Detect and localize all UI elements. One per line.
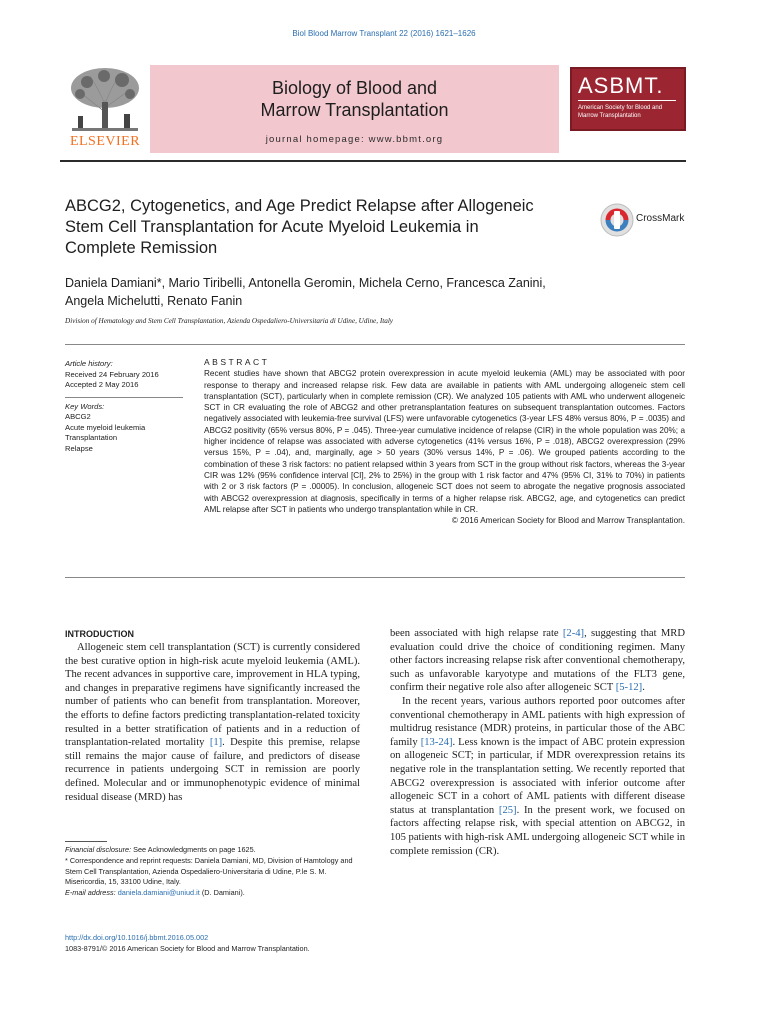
footnote-divider <box>65 841 107 842</box>
body-column-right <box>390 627 685 858</box>
abstract <box>204 357 685 526</box>
paragraph-text: In the recent years, various authors reported poor outcomes after conventional chemotherapy in AML patients with high expression of multidrug resistance (MDR) proteins, in particular those of the ABC family <box>390 695 685 748</box>
article-history-label: Article history: <box>65 359 113 368</box>
authors-line1: Daniela Damiani*, Mario Tiribelli, Antonella Geromin, Michela Cerno, Francesca Zanini, <box>65 276 546 290</box>
paragraph-text: . Less known is the impact of ABC protein expression on allogeneic SCT; in particular, if MDR overexpression retains its negative role in the transplantation setting. We recently reported that ABCG2 overexpression is associated with inferior outcome after allogeneic SCT in a cohort of AML patients with different disease status at transplantation <box>390 736 685 816</box>
paragraph-text: . <box>642 682 645 694</box>
abstract-divider <box>65 577 685 578</box>
received-date: Received 24 February 2016 <box>65 369 159 379</box>
paragraph-text: , suggesting that MRD evaluation could drive the choice of conditioning regimen. Many other factors increasing relapse risk after conventional chemotherapy, such as unfavorable karyotype and mutations of the FLT3 gene, confirm their negative role also after allogeneic SCT <box>390 628 685 694</box>
financial-disclosure <box>65 845 365 856</box>
crossmark-icon[interactable] <box>600 203 634 237</box>
keyword: Acute myeloid leukemia <box>65 422 146 432</box>
disclosure-text: See Acknowledgments on page 1625. <box>131 845 256 854</box>
body-column-left <box>65 627 360 804</box>
keyword: Transplantation <box>65 433 118 442</box>
asbmt-logo-rule <box>578 100 676 101</box>
authors-line2: Angela Michelutti, Renato Fanin <box>65 294 243 308</box>
reference-link[interactable]: [2-4] <box>562 628 585 639</box>
abstract-copyright: © 2016 American Society for Blood and Marrow Transplantation. <box>451 516 685 526</box>
elsevier-wordmark: ELSEVIER <box>69 134 141 149</box>
journal-title <box>150 77 559 121</box>
sidebar-divider <box>65 397 183 398</box>
affiliation-divider <box>65 344 685 345</box>
journal-title-line2: Marrow Transplantation <box>260 100 449 120</box>
article-title-line3: Complete Remission <box>65 239 218 257</box>
paragraph-text: been associated with high relapse rate <box>390 628 563 639</box>
reference-link[interactable]: [13-24] <box>420 736 453 748</box>
issn-copyright: 1083-8791/© 2016 American Society for Blood and Marrow Transplantation. <box>65 944 310 953</box>
journal-homepage-link[interactable]: journal homepage: www.bbmt.org <box>265 134 444 145</box>
footnotes <box>65 845 365 899</box>
reference-link[interactable]: [25] <box>498 804 517 816</box>
correspondence-note: * Correspondence and reprint requests: Daniela Damiani, MD, Division of Hamtology and Stem Cell Transplantation, Azienda Ospedaliero-Universitaria di Udine, P.le S. M. Misericordia, 15, 33100 Udine, Italy. <box>65 855 353 887</box>
paragraph-text: Allogeneic stem cell transplantation (SCT) is currently considered the best curative option in high-risk acute myeloid leukemia (AML). The recent advances in supportive care, improvement in HLA typing, and changes in preparative regimens have significantly increased the number of patients who can benefit from transplantation. Moreover, the efforts to define factors predicting transplantation-related toxicity resulted in a better stratification of patients and in a reduction of transplantation-related mortality <box>65 642 360 749</box>
email-suffix: (D. Damiani). <box>199 888 245 898</box>
crossmark-label[interactable]: CrossMark <box>636 213 685 224</box>
keyword: Relapse <box>65 443 93 453</box>
reference-link[interactable]: [5-12] <box>615 682 643 694</box>
asbmt-logo-subtitle: American Society for Blood and Marrow Transplantation <box>578 105 663 119</box>
abstract-text: Recent studies have shown that ABCG2 protein overexpression in acute myeloid leukemia (AML) may be associated with poor response to therapy and increased relapse risk. Few data are available in patients with AML undergoing allogeneic stem cell transplantation (SCT), particularly when in complete remission (CR). We analyzed 105 patients with AML who underwent allogeneic SCT in CR evaluating the role of ABCG2 and other pretransplantation features on subsequent transplantation outcomes. Factors negatively associated with leukemia-free survival (LFS) were unfavorable cytogenetics (3-year LFS 48% versus 80%, P = .0035) and ABCG2 positivity (65% versus 80%, P = .045). Three-year cumulative incidence of relapse (CIR) in the whole population was 20%; a higher incidence of relapse was associated with adverse cytogenetics (41% versus 16%, P = .018), ABCG2 overexpression (29% versus 15%, P = .04), and, marginally, age > 50 years (30% versus 14%, P = .06). We grouped patients according to the combination of these 3 risk factors: no patient relapsed within 3 years from SCT in the group without risk factors, whereas the 3-year CIR was 12% (95% confidence interval [CI], 2% to 25%) in the group with 1 risk factor and 47% (95% CI, 31% to 70%) in patients with 2 or 3 risk factors (P = .00005). In conclusion, allogeneic SCT does not seem to abrogate the negative prognosis associated with ABCG2 overexpression at diagnosis, specifically in terms of a higher relapse risk. ABCG2, age, and cytogenetics can predict AML relapse after SCT in patients who undergo transplantation while in CR. <box>204 369 685 514</box>
section-heading-introduction: INTRODUCTION <box>65 629 134 639</box>
paragraph-text: . In the present work, we focused on factors affecting relapse risk, with special attention on ABCG2, in 105 patients with high-risk AML undergoing allogeneic SCT while in complete remission (CR). <box>390 804 685 857</box>
asbmt-logo-name: ASBMT. <box>578 73 664 98</box>
paragraph <box>390 695 685 858</box>
paragraph <box>65 641 360 804</box>
article-title-line2: Stem Cell Transplantation for Acute Myeloid Leukemia in <box>65 218 479 236</box>
header-divider <box>60 160 686 162</box>
reference-link[interactable]: [1] <box>209 737 223 749</box>
paragraph-text: . Despite this premise, relapse still remains the major cause of failure, and predictors of disease recurrence in patients undergoing SCT in remission are poorly defined. Molecular and or immunophenotypic evidence of minimal residual disease (MRD) has <box>65 737 361 803</box>
journal-banner <box>150 65 559 153</box>
article-title-line1: ABCG2, Cytogenetics, and Age Predict Relapse after Allogeneic <box>65 197 534 215</box>
email-line <box>65 888 365 899</box>
email-link[interactable]: daniela.damiani@uniud.it <box>117 888 200 898</box>
affiliation: Division of Hematology and Stem Cell Transplantation, Azienda Ospedaliero-Universitaria di Udine, Udine, Italy <box>65 317 394 325</box>
journal-citation[interactable]: Biol Blood Marrow Transplant 22 (2016) 1621–1626 <box>292 29 476 38</box>
paragraph <box>390 627 685 695</box>
journal-title-line1: Biology of Blood and <box>271 78 438 98</box>
author-list <box>65 274 685 310</box>
article-info-sidebar <box>65 359 190 454</box>
asbmt-logo <box>570 67 686 131</box>
doi-link[interactable]: http://dx.doi.org/10.1016/j.bbmt.2016.05.002 <box>65 933 209 942</box>
article-title <box>65 196 595 259</box>
keyword: ABCG2 <box>65 412 91 421</box>
accepted-date: Accepted 2 May 2016 <box>65 380 139 389</box>
keywords-label: Key Words: <box>65 401 105 411</box>
disclosure-label: Financial disclosure: <box>65 845 132 854</box>
abstract-heading: ABSTRACT <box>204 357 270 367</box>
email-label: E-mail address: <box>65 888 116 898</box>
